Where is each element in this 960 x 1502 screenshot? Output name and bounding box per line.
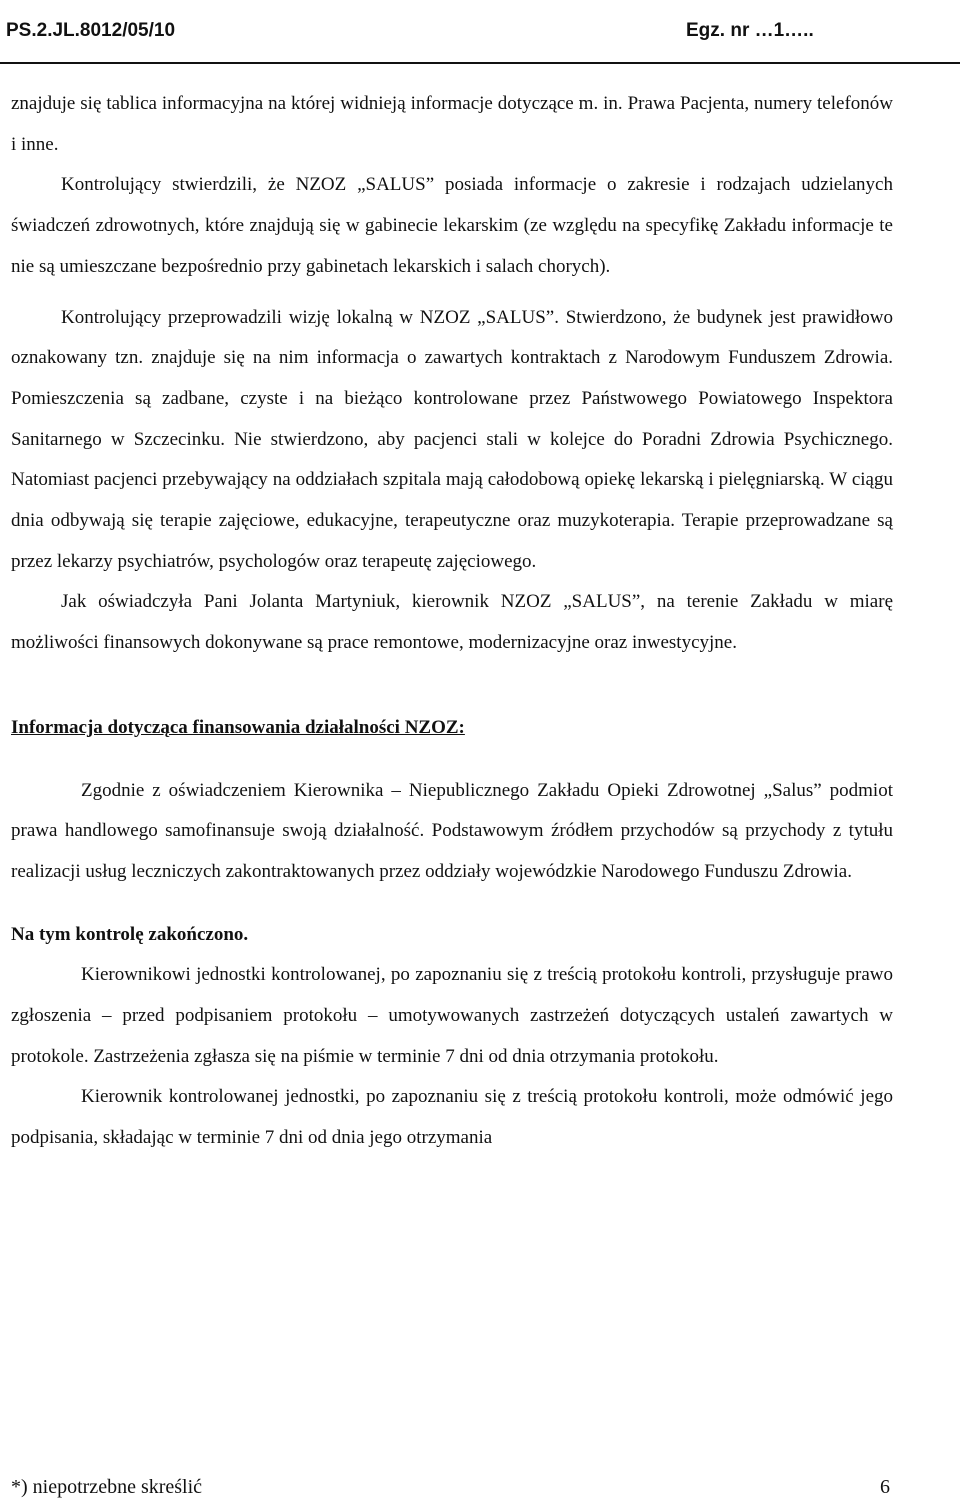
paragraph-info-board: znajduje się tablica informacyjna na której widnieją informacje dotyczące m. in. Prawa Pacjenta, numery telefonów i inne. [11,93,893,155]
paragraph-services-info: Kontrolujący stwierdzili, że NZOZ „SALUS” posiada informacje o zakresie i rodzajach udzielanych świadczeń zdrowotnych, które znajdują się w gabinecie lekarskim (ze względu na specyfikę Zakładu informacje te nie są umieszczane bezpośrednio przy gabinetach lekarskich i salach chorych). [11,174,893,277]
spacer [11,288,893,298]
paragraph-renovations: Jak oświadczyła Pani Jolanta Martyniuk, kierownik NZOZ „SALUS”, na terenie Zakładu w miarę możliwości finansowych dokonywane są prace remontowe, modernizacyjne oraz inwestycyjne. [11,591,893,654]
paragraph-refusal-to-sign: Kierownik kontrolowanej jednostki, po zapoznaniu się z treścią protokołu kontroli, może odmówić jego podpisania, składając w terminie 7 dni od dnia jego otrzymania [11,1086,893,1149]
document-reference: PS.2.JL.8012/05/10 [6,20,176,41]
footnote: *) niepotrzebne skreślić [11,1476,203,1498]
copy-number: Egz. nr …1….. [686,20,814,41]
paragraph-site-inspection: Kontrolujący przeprowadzili wizję lokalną w NZOZ „SALUS”. Stwierdzono, że budynek jest prawidłowo oznakowany tzn. znajduje się na nim informacja o zawartych kontraktach z Narodowym Funduszem Zdrowia. Pomieszczenia są zadbane, czyste i na bieżąco kontrolowane przez Państwowego Powiatowego Inspektora Sanitarnego w Szczecinku. Nie stwierdzono, aby pacjenci stali w kolejce do Poradni Zdrowia Psychicznego. Natomiast pacjenci przebywający na oddziałach szpitala mają całodobową opiekę lekarską i pielęgniarską. W ciągu dnia odbywają się terapie zajęciowe, edukacyjne, terapeutyczne oraz muzykoterapia. Terapie przeprowadzane są przez lekarzy psychiatrów, psychologów oraz terapeutę zajęciowego. [11,306,893,572]
closing-statement: Na tym kontrolę zakończono. [11,923,249,945]
spacer [11,893,893,915]
paragraph-financing: Zgodnie z oświadczeniem Kierownika – Niepublicznego Zakładu Opieki Zdrowotnej „Salus” podmiot prawa handlowego samofinansuje swoją działalność. Podstawowym źródłem przychodów są przychody z tytułu realizacji usług leczniczych zakontraktowanych przez oddziały wojewódzkie Narodowego Funduszu Zdrowia. [11,779,893,882]
document-body [11,84,893,1159]
spacer [11,664,893,708]
header-rule [0,62,960,64]
spacer [11,749,893,771]
section-heading-financing: Informacja dotycząca finansowania działalności NZOZ: [11,716,465,738]
paragraph-objections-right: Kierownikowi jednostki kontrolowanej, po zapoznaniu się z treścią protokołu kontroli, przysługuje prawo zgłoszenia – przed podpisaniem protokołu – umotywowanych zastrzeżeń dotyczących ustaleń zawartych w protokole. Zastrzeżenia zgłasza się na piśmie w terminie 7 dni od dnia otrzymania protokołu. [11,964,893,1067]
page-footer [0,1470,960,1502]
page-header [0,0,960,64]
page-number: 6 [880,1476,890,1498]
